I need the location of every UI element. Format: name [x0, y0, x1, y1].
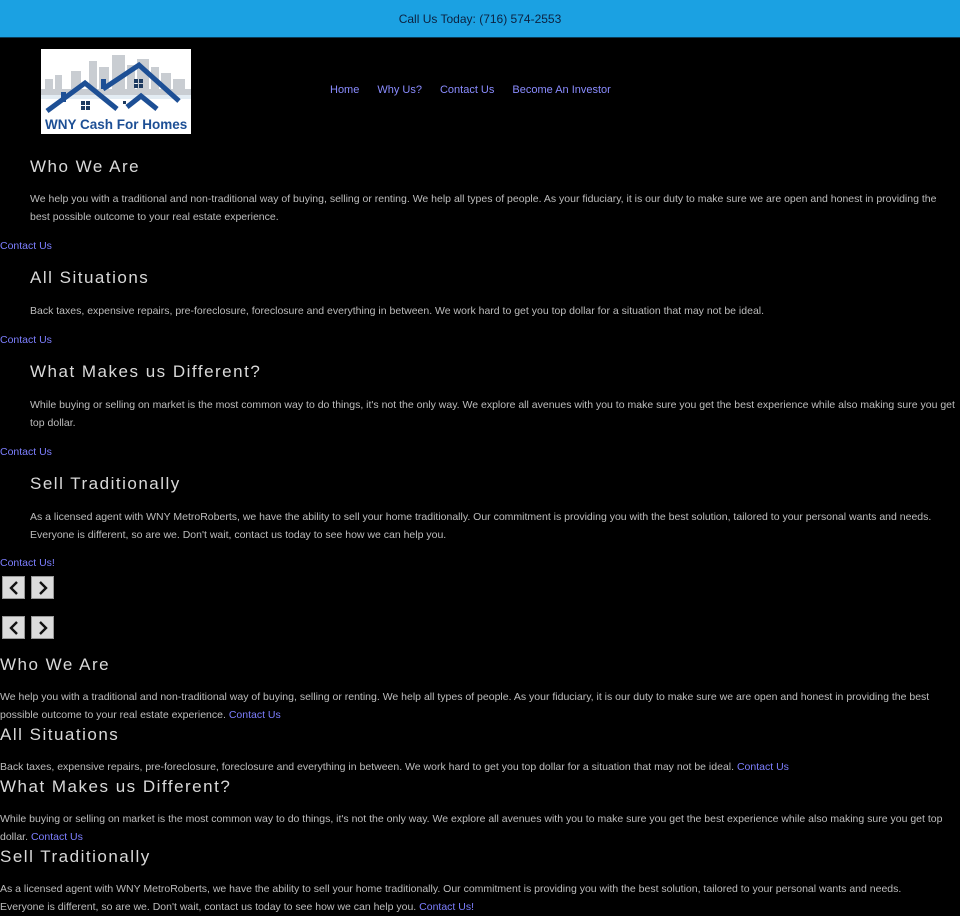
chevron-left-icon: [8, 581, 20, 595]
slide-body-different: [0, 810, 950, 846]
carousel-prev-button[interactable]: [2, 576, 25, 599]
site-logo[interactable]: [41, 49, 191, 134]
contact-us-link[interactable]: Contact Us: [30, 831, 83, 843]
slide-body-who-we-are: [0, 688, 960, 724]
slide-title-sell-traditionally: Sell Traditionally: [0, 847, 151, 866]
top-call-bar: [0, 0, 960, 38]
logo-house-skyline-icon: [41, 49, 191, 134]
slide-body-different: While buying or selling on market is the most common way to do things, it's not the only way. We explore all avenues with you to make sure you get the best experience while also making sure you get top dollar.: [30, 399, 955, 429]
slide-body-sell-traditionally: [0, 880, 935, 916]
slide-body-text: As a licensed agent with WNY MetroRoberts, we have the ability to sell your home traditionally. Our commitment is providing you with the best solution, tailored to your personal wants and needs. Everyone is different, so are we. Don't wait, contact us today to see how we can help you.: [0, 883, 902, 913]
carousel-next-button[interactable]: [31, 616, 54, 639]
slide-title-who-we-are: Who We Are: [30, 157, 141, 176]
chevron-right-icon: [37, 581, 49, 595]
slide-title-who-we-are: Who We Are: [0, 655, 111, 674]
slide-body-sell-traditionally: As a licensed agent with WNY MetroRoberts, we have the ability to sell your home traditionally. Our commitment is providing you with the best solution, tailored to your personal wants and needs. Everyone is different, so are we. Don't wait, contact us today to see how we can help you.: [30, 511, 932, 541]
slide-body-who-we-are: We help you with a traditional and non-traditional way of buying, selling or renting. We help all types of people. As your fiduciary, it is our duty to make sure we are open and honest in providing the best possible outcome to your real estate experience.: [30, 193, 937, 223]
contact-us-link[interactable]: Contact Us!: [419, 901, 474, 913]
contact-us-link[interactable]: Contact Us: [228, 709, 281, 721]
nav-why-us[interactable]: Why Us?: [377, 84, 422, 96]
slide-body-text: Back taxes, expensive repairs, pre-foreclosure, foreclosure and everything in between. We work hard to get you top dollar for a situation that may not be ideal.: [0, 761, 735, 773]
nav-contact-us[interactable]: Contact Us: [439, 84, 495, 96]
contact-us-link[interactable]: Contact Us: [0, 240, 52, 252]
slide-title-sell-traditionally: Sell Traditionally: [30, 474, 181, 493]
contact-us-link[interactable]: Contact Us: [736, 761, 789, 773]
slide-body-all-situations: Back taxes, expensive repairs, pre-foreclosure, foreclosure and everything in between. We work hard to get you top dollar for a situation that may not be ideal.: [30, 305, 765, 317]
contact-us-link[interactable]: Contact Us: [0, 446, 52, 458]
svg-text:WNY Cash For Homes: WNY Cash For Homes: [45, 117, 188, 132]
slide-title-all-situations: All Situations: [30, 268, 150, 287]
slide-body-text: While buying or selling on market is the most common way to do things, it's not the only way. We explore all avenues with you to make sure you get the best experience while also making sure you get top dollar.: [0, 813, 943, 843]
call-us-text: Call Us Today: (716) 574-2553: [398, 11, 562, 26]
contact-us-link[interactable]: Contact Us: [0, 334, 52, 346]
slide-body-all-situations: [0, 758, 960, 776]
slide-title-different: What Makes us Different?: [0, 777, 232, 796]
carousel-next-button[interactable]: [31, 576, 54, 599]
nav-become-investor[interactable]: Become An Investor: [512, 84, 611, 96]
chevron-left-icon: [8, 621, 20, 635]
main-nav: [330, 84, 611, 96]
nav-home[interactable]: Home: [330, 84, 360, 96]
slide-title-all-situations: All Situations: [0, 725, 120, 744]
chevron-right-icon: [37, 621, 49, 635]
slide-body-text: We help you with a traditional and non-traditional way of buying, selling or renting. We help all types of people. As your fiduciary, it is our duty to make sure we are open and honest in providing the best possible outcome to your real estate experience.: [0, 691, 930, 721]
contact-us-link[interactable]: Contact Us!: [0, 557, 55, 569]
carousel-prev-button[interactable]: [2, 616, 25, 639]
slide-title-different: What Makes us Different?: [30, 362, 262, 381]
